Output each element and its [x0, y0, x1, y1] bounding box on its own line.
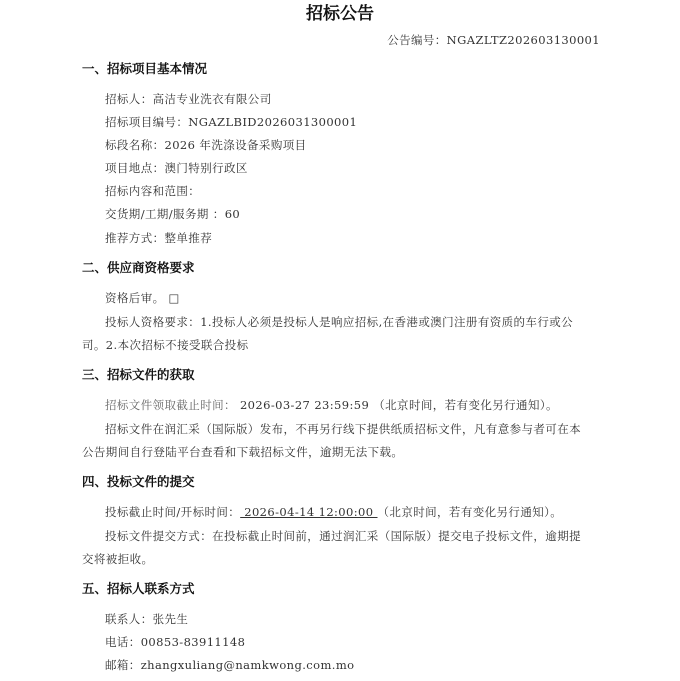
- document-deadline: [105, 397, 558, 413]
- qualification-review: 资格后审。 □: [105, 291, 180, 305]
- document-release-info-cont: 公告期间自行登陆平台查看和下载招标文件，逾期无法下载。: [82, 445, 404, 459]
- bid-deadline-label: 投标截止时间/开标时间：: [105, 505, 241, 519]
- delivery-period: 交货期/工期/服务期 ：60: [105, 207, 241, 221]
- page-title: 招标公告: [306, 4, 374, 24]
- bid-deadline-note: （北京时间，若有变化另行通知）。: [377, 505, 563, 519]
- bid-deadline: [105, 504, 562, 520]
- contact-phone: 电话：00853-83911148: [105, 635, 246, 649]
- section-2-heading: 二、供应商资格要求: [82, 260, 195, 275]
- recommendation-method: 推荐方式：整单推荐: [105, 231, 213, 245]
- qualification-requirements: 投标人资格要求：1.投标人必须是投标人是响应招标,在香港或澳门注册有资质的车行或公: [105, 315, 574, 329]
- submission-method-cont: 交将被拒收。: [82, 552, 154, 566]
- document-deadline-note: （北京时间，若有变化另行通知）。: [373, 398, 558, 412]
- project-number: 招标项目编号：NGAZLBID2026031300001: [105, 115, 358, 129]
- document-release-info: 招标文件在润汇采（国际版）发布，不再另行线下提供纸质招标文件，凡有意参与者可在本: [105, 422, 581, 436]
- section-3-heading: 三、招标文件的获取: [82, 367, 195, 382]
- project-location: 项目地点：澳门特别行政区: [105, 161, 248, 175]
- section-5-heading: 五、招标人联系方式: [82, 581, 195, 596]
- scope: 招标内容和范围：: [105, 184, 201, 198]
- contact-email: 邮箱：zhangxuliang@namkwong.com.mo: [105, 658, 355, 672]
- qualification-requirements-cont: 司。2.本次招标不接受联合投标: [82, 338, 249, 352]
- section-4-heading: 四、投标文件的提交: [82, 474, 195, 489]
- document-deadline-label: 招标文件领取截止时间：: [105, 398, 236, 412]
- submission-method: 投标文件提交方式：在投标截止时间前，通过润汇采（国际版）提交电子投标文件，逾期提: [105, 529, 581, 543]
- lot-name: 标段名称：2026 年洗涤设备采购项目: [105, 138, 307, 152]
- contact-person: 联系人：张先生: [105, 612, 189, 626]
- tenderer: 招标人：高洁专业洗衣有限公司: [105, 92, 272, 106]
- bid-deadline-value: 2026-04-14 12:00:00: [240, 505, 378, 519]
- section-1-heading: 一、招标项目基本情况: [82, 61, 208, 76]
- notice-number: 公告编号：NGAZLTZ202603130001: [387, 33, 600, 47]
- document-deadline-value: 2026-03-27 23:59:59: [239, 398, 370, 412]
